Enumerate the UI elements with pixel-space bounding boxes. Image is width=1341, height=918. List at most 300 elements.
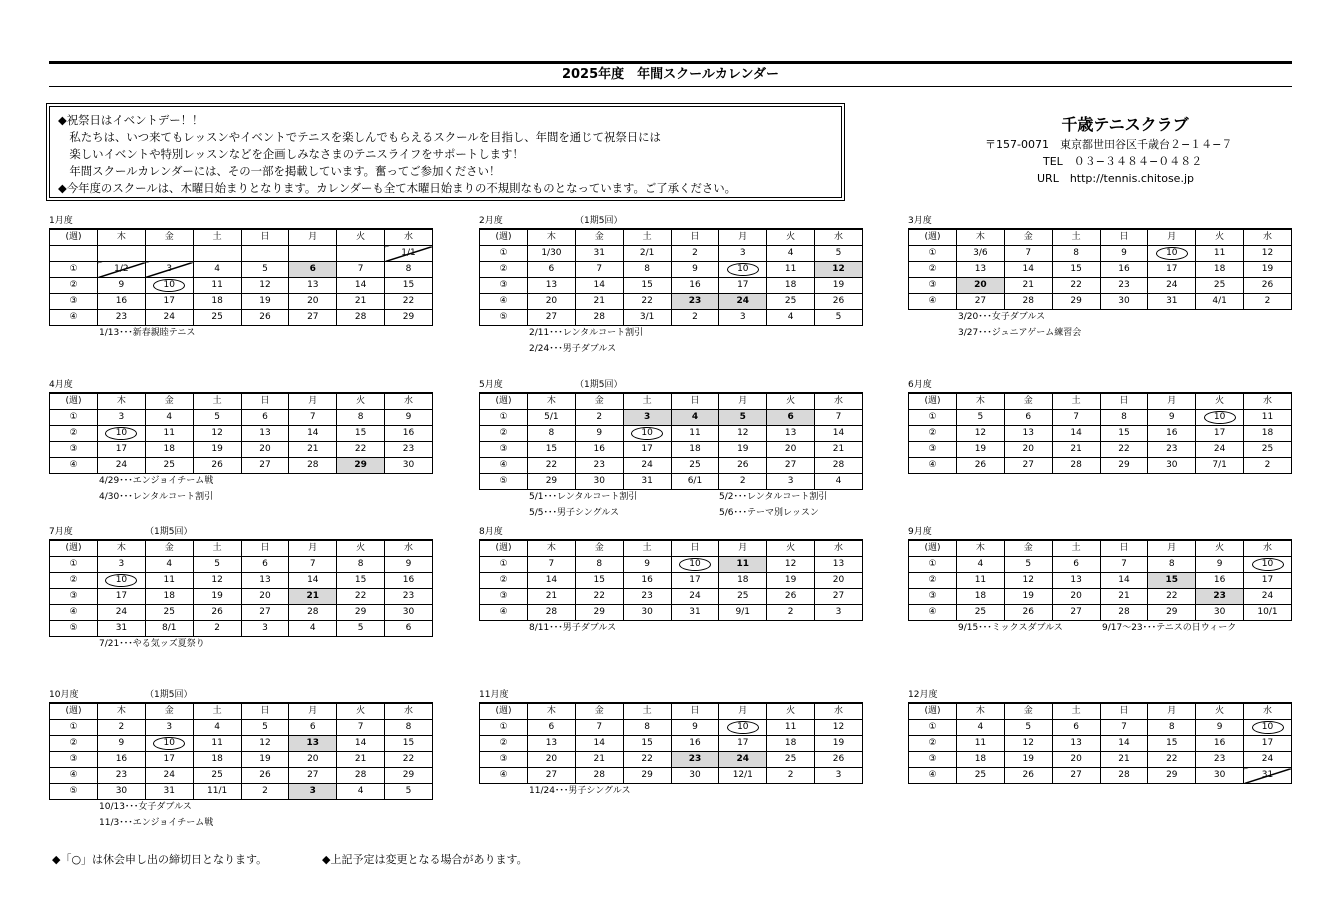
event-item: 7/21･･･やる気ッズ夏祭り (99, 639, 205, 649)
day-cell (98, 246, 146, 262)
day-cell: 22 (623, 752, 671, 768)
event-item: 5/6･･･テーマ別レッスン (719, 508, 819, 518)
weekday-header-row (480, 393, 863, 410)
day-cell: 7 (289, 557, 337, 573)
week-row (909, 589, 1292, 605)
day-cell: 18 (1244, 426, 1292, 442)
event-item: 4/29･･･エンジョイチーム戦 (99, 476, 214, 486)
day-cell (337, 246, 385, 262)
day-cell: 27 (1052, 605, 1100, 621)
week-number: ① (909, 720, 957, 736)
day-cell: 7 (1052, 410, 1100, 426)
day-cell (1196, 410, 1244, 426)
weekday-header: (週) (480, 703, 528, 720)
weekday-header: 火 (337, 703, 385, 720)
week-number: ① (480, 246, 528, 262)
weekday-header: 木 (957, 703, 1005, 720)
week-number: ④ (909, 605, 957, 621)
notice-line: 楽しいイベントや特別レッスンなどを企画しみなさまのテニスライフをサポートします！ (58, 147, 524, 161)
day-cell: 16 (1196, 573, 1244, 589)
day-cell: 15 (528, 442, 576, 458)
day-cell: 4 (671, 410, 719, 426)
day-cell: 20 (241, 589, 289, 605)
day-cell: 11 (193, 736, 241, 752)
day-cell: 20 (528, 294, 576, 310)
day-cell: 9 (1148, 410, 1196, 426)
weekday-header: 土 (623, 229, 671, 246)
day-cell: 26 (241, 768, 289, 784)
day-cell: 25 (719, 589, 767, 605)
day-cell: 24 (98, 458, 146, 474)
day-cell: 20 (241, 442, 289, 458)
weekday-header: 火 (1196, 393, 1244, 410)
day-cell: 28 (1100, 768, 1148, 784)
day-cell (145, 736, 193, 752)
weekday-header: 水 (385, 703, 433, 720)
day-cell: 24 (671, 589, 719, 605)
day-cell: 2 (575, 410, 623, 426)
day-cell: 22 (337, 442, 385, 458)
week-number: ④ (50, 310, 98, 326)
day-cell: 18 (671, 442, 719, 458)
day-cell: 26 (767, 589, 815, 605)
deadline-circle: 10 (727, 263, 759, 276)
day-cell: 25 (193, 310, 241, 326)
day-cell (671, 557, 719, 573)
day-cell: 11 (193, 278, 241, 294)
month-label: 7月度 (49, 527, 73, 537)
day-cell: 27 (1052, 768, 1100, 784)
weekday-header: 月 (719, 393, 767, 410)
week-row (480, 474, 863, 490)
weekday-header: 金 (1004, 393, 1052, 410)
day-cell: 15 (575, 573, 623, 589)
day-cell: 4 (957, 720, 1005, 736)
weekday-header-row (909, 229, 1292, 246)
month-period: （1期5回） (575, 216, 623, 226)
month-period: （1期5回） (145, 690, 193, 700)
day-cell: 12 (767, 557, 815, 573)
week-row (909, 720, 1292, 736)
day-cell: 27 (289, 768, 337, 784)
notice-line: 年間スクールカレンダーには、その一部を掲載しています。奮ってご参加ください！ (58, 164, 501, 178)
week-row (909, 573, 1292, 589)
week-number: ① (50, 557, 98, 573)
day-cell: 21 (1100, 752, 1148, 768)
day-cell: 26 (719, 458, 767, 474)
month-calendar (908, 214, 1292, 338)
weekday-header: 月 (719, 540, 767, 557)
month-calendar (49, 378, 433, 502)
day-cell: 4 (193, 720, 241, 736)
week-row (50, 605, 433, 621)
day-cell: 14 (337, 278, 385, 294)
week-row (50, 720, 433, 736)
day-cell: 7 (1004, 246, 1052, 262)
month-calendar (908, 378, 1292, 474)
day-cell: 15 (337, 573, 385, 589)
day-cell: 9 (671, 262, 719, 278)
day-cell: 6 (289, 262, 337, 278)
week-row (50, 426, 433, 442)
day-cell: 22 (528, 458, 576, 474)
month-label: 11月度 (479, 690, 509, 700)
day-cell: 7 (337, 262, 385, 278)
day-cell: 27 (528, 310, 576, 326)
weekday-header-row (480, 229, 863, 246)
weekday-header: 木 (98, 229, 146, 246)
weekday-header: 金 (145, 393, 193, 410)
weekday-header: 水 (385, 540, 433, 557)
weekday-header: (週) (50, 703, 98, 720)
day-cell: 24 (719, 294, 767, 310)
day-cell: 5 (719, 410, 767, 426)
day-cell: 19 (767, 573, 815, 589)
week-row (909, 278, 1292, 294)
weekday-header: 土 (623, 703, 671, 720)
day-cell: 29 (1052, 294, 1100, 310)
weekday-header: 土 (623, 540, 671, 557)
day-cell: 16 (1196, 736, 1244, 752)
day-cell: 14 (815, 426, 863, 442)
week-number: ② (909, 426, 957, 442)
weekday-header: 日 (671, 229, 719, 246)
day-cell: 20 (815, 573, 863, 589)
day-cell: 2 (1244, 458, 1292, 474)
day-cell: 8 (575, 557, 623, 573)
day-cell: 17 (145, 752, 193, 768)
day-cell: 23 (98, 768, 146, 784)
event-item: 9/17〜23･･･テニスの日ウィーク (1102, 623, 1237, 633)
week-number: ④ (909, 768, 957, 784)
day-cell: 18 (193, 294, 241, 310)
day-cell: 12/1 (719, 768, 767, 784)
weekday-header: 金 (575, 393, 623, 410)
week-number: ① (480, 557, 528, 573)
weekday-header-row (50, 540, 433, 557)
week-number: ② (50, 426, 98, 442)
day-cell: 13 (528, 736, 576, 752)
week-row (480, 589, 863, 605)
day-cell: 12 (815, 720, 863, 736)
day-cell: 29 (528, 474, 576, 490)
weekday-header: (週) (480, 393, 528, 410)
day-cell: 27 (241, 458, 289, 474)
day-cell: 14 (289, 573, 337, 589)
day-cell: 30 (98, 784, 146, 800)
weekday-header-row (909, 703, 1292, 720)
week-row (50, 589, 433, 605)
week-number: ② (50, 573, 98, 589)
day-cell: 19 (1004, 589, 1052, 605)
day-cell: 3 (98, 557, 146, 573)
day-cell: 14 (528, 573, 576, 589)
day-cell: 3 (719, 310, 767, 326)
day-cell: 14 (1004, 262, 1052, 278)
day-cell: 25 (767, 294, 815, 310)
day-cell: 30 (623, 605, 671, 621)
week-number: ③ (480, 278, 528, 294)
notice-box (49, 106, 842, 198)
weekday-header: 水 (815, 393, 863, 410)
weekday-header-row (50, 229, 433, 246)
day-cell (1244, 720, 1292, 736)
day-cell: 9 (1100, 246, 1148, 262)
day-cell: 18 (145, 442, 193, 458)
weekday-header: 木 (98, 540, 146, 557)
week-number: ③ (909, 442, 957, 458)
weekday-header: 火 (337, 540, 385, 557)
day-cell: 12 (193, 426, 241, 442)
month-header (908, 525, 1292, 539)
day-cell: 21 (289, 589, 337, 605)
day-cell: 11 (719, 557, 767, 573)
week-row (909, 458, 1292, 474)
day-cell: 17 (1244, 736, 1292, 752)
day-cell: 13 (1052, 573, 1100, 589)
day-cell: 27 (241, 605, 289, 621)
day-cell: 30 (671, 768, 719, 784)
day-cell: 18 (145, 589, 193, 605)
day-cell: 15 (623, 278, 671, 294)
month-label: 12月度 (908, 690, 938, 700)
day-cell: 6 (1052, 557, 1100, 573)
day-cell: 26 (815, 752, 863, 768)
weekday-header: 月 (1148, 703, 1196, 720)
day-cell: 25 (957, 768, 1005, 784)
day-cell: 26 (815, 294, 863, 310)
day-cell: 23 (1148, 442, 1196, 458)
day-cell: 18 (957, 589, 1005, 605)
week-number: ① (909, 246, 957, 262)
day-cell: 21 (815, 442, 863, 458)
weekday-header: 土 (193, 229, 241, 246)
day-cell (623, 426, 671, 442)
weekday-header: (週) (480, 540, 528, 557)
weekday-header: 水 (385, 393, 433, 410)
weekday-header: 金 (145, 540, 193, 557)
month-label: 3月度 (908, 216, 932, 226)
week-row (50, 752, 433, 768)
day-cell: 11 (1196, 246, 1244, 262)
day-cell: 26 (957, 458, 1005, 474)
week-number: ② (50, 736, 98, 752)
day-cell: 2 (767, 605, 815, 621)
day-cell: 9 (98, 736, 146, 752)
day-cell: 22 (623, 294, 671, 310)
day-cell: 23 (671, 294, 719, 310)
day-cell: 2 (719, 474, 767, 490)
weekday-header: 木 (957, 229, 1005, 246)
day-cell: 20 (1052, 589, 1100, 605)
event-item: 8/11･･･男子ダブルス (529, 623, 617, 633)
day-cell: 3 (289, 784, 337, 800)
day-cell: 23 (385, 589, 433, 605)
day-cell: 9 (98, 278, 146, 294)
day-cell: 19 (957, 442, 1005, 458)
week-row (480, 442, 863, 458)
day-cell: 14 (575, 736, 623, 752)
day-cell: 19 (1004, 752, 1052, 768)
week-row (909, 410, 1292, 426)
week-row (480, 605, 863, 621)
day-cell: 8 (623, 720, 671, 736)
weekday-header: 日 (1100, 393, 1148, 410)
deadline-circle: 10 (1204, 411, 1236, 424)
weekday-header: (週) (50, 393, 98, 410)
week-row (909, 557, 1292, 573)
day-cell: 27 (1004, 458, 1052, 474)
calendar-table (908, 539, 1292, 621)
day-cell: 3 (241, 621, 289, 637)
week-number (50, 246, 98, 262)
day-cell: 4 (957, 557, 1005, 573)
day-cell: 29 (575, 605, 623, 621)
month-calendar (479, 214, 863, 354)
calendar-table (908, 702, 1292, 784)
week-number: ① (50, 720, 98, 736)
day-cell: 9/1 (719, 605, 767, 621)
month-label: 2月度 (479, 216, 503, 226)
day-cell: 11/1 (193, 784, 241, 800)
day-cell (241, 246, 289, 262)
notice-line: ◆祝祭日はイベントデー！！ (58, 113, 204, 127)
day-cell: 16 (1148, 426, 1196, 442)
day-cell: 26 (1004, 768, 1052, 784)
day-cell: 12 (193, 573, 241, 589)
weekday-header: 金 (575, 540, 623, 557)
day-cell: 16 (385, 426, 433, 442)
week-number: ② (50, 278, 98, 294)
day-cell: 22 (1052, 278, 1100, 294)
calendar-table (479, 539, 863, 621)
week-row (480, 458, 863, 474)
month-label: 4月度 (49, 380, 73, 390)
weekday-header: 金 (1004, 229, 1052, 246)
day-cell: 15 (1100, 426, 1148, 442)
day-cell: 21 (575, 752, 623, 768)
week-row (480, 573, 863, 589)
week-row (909, 768, 1292, 784)
week-number: ④ (480, 458, 528, 474)
week-row (50, 262, 433, 278)
day-cell: 5 (815, 246, 863, 262)
day-cell: 3 (98, 410, 146, 426)
day-cell: 6 (1052, 720, 1100, 736)
day-cell: 19 (193, 589, 241, 605)
month-period: （1期5回） (575, 380, 623, 390)
weekday-header: 土 (1052, 540, 1100, 557)
day-cell: 24 (145, 768, 193, 784)
week-row (480, 752, 863, 768)
weekday-header: (週) (909, 229, 957, 246)
month-label: 5月度 (479, 380, 503, 390)
week-number: ② (480, 736, 528, 752)
weekday-header: 日 (1100, 703, 1148, 720)
footer-note-change: ◆上記予定は変更となる場合があります。 (322, 853, 528, 866)
weekday-header: 水 (1244, 393, 1292, 410)
day-cell: 18 (1196, 262, 1244, 278)
day-cell: 15 (337, 426, 385, 442)
week-row (50, 736, 433, 752)
day-cell: 31 (1148, 294, 1196, 310)
day-cell: 16 (385, 573, 433, 589)
week-row (909, 262, 1292, 278)
day-cell: 2 (671, 246, 719, 262)
week-number: ② (909, 262, 957, 278)
week-number: ① (480, 720, 528, 736)
weekday-header-row (909, 540, 1292, 557)
weekday-header: 土 (193, 540, 241, 557)
month-calendar (49, 214, 433, 338)
weekday-header: 火 (767, 229, 815, 246)
weekday-header: 金 (145, 703, 193, 720)
day-cell: 15 (1052, 262, 1100, 278)
weekday-header: 木 (98, 703, 146, 720)
weekday-header: 月 (289, 540, 337, 557)
week-number: ① (50, 410, 98, 426)
week-row (50, 557, 433, 573)
month-label: 10月度 (49, 690, 79, 700)
month-period: （1期5回） (145, 527, 193, 537)
week-number: ⑤ (480, 474, 528, 490)
week-row (50, 784, 433, 800)
month-calendar (49, 688, 433, 828)
day-cell: 24 (1148, 278, 1196, 294)
day-cell: 31 (623, 474, 671, 490)
day-cell: 27 (767, 458, 815, 474)
day-cell: 13 (1004, 426, 1052, 442)
day-cell: 28 (575, 310, 623, 326)
day-cell: 13 (241, 426, 289, 442)
club-info (985, 114, 1255, 187)
day-cell: 26 (193, 605, 241, 621)
month-calendar (479, 525, 863, 633)
day-cell: 4 (815, 474, 863, 490)
day-cell: 22 (1100, 442, 1148, 458)
weekday-header: 木 (528, 540, 576, 557)
month-header (479, 688, 863, 702)
day-cell: 8 (1100, 410, 1148, 426)
day-cell: 20 (767, 442, 815, 458)
event-item: 5/5･･･男子シングルス (529, 508, 620, 518)
day-cell: 6 (289, 720, 337, 736)
day-cell: 21 (1052, 442, 1100, 458)
weekday-header: 土 (1052, 393, 1100, 410)
week-row (909, 426, 1292, 442)
day-cell: 19 (1244, 262, 1292, 278)
week-row (909, 752, 1292, 768)
day-cell: 10/1 (1244, 605, 1292, 621)
day-cell: 27 (957, 294, 1005, 310)
day-cell (719, 262, 767, 278)
day-cell: 25 (145, 458, 193, 474)
day-cell: 7 (575, 720, 623, 736)
weekday-header: 日 (241, 703, 289, 720)
week-row (480, 278, 863, 294)
weekday-header-row (480, 703, 863, 720)
day-cell: 3/6 (957, 246, 1005, 262)
event-item: 10/13･･･女子ダブルス (99, 802, 192, 812)
weekday-header: 土 (623, 393, 671, 410)
day-cell: 7 (289, 410, 337, 426)
day-cell: 8 (1148, 720, 1196, 736)
day-cell: 30 (1196, 605, 1244, 621)
day-cell: 9 (623, 557, 671, 573)
day-cell: 3 (719, 246, 767, 262)
day-cell: 2 (241, 784, 289, 800)
day-cell: 29 (337, 458, 385, 474)
